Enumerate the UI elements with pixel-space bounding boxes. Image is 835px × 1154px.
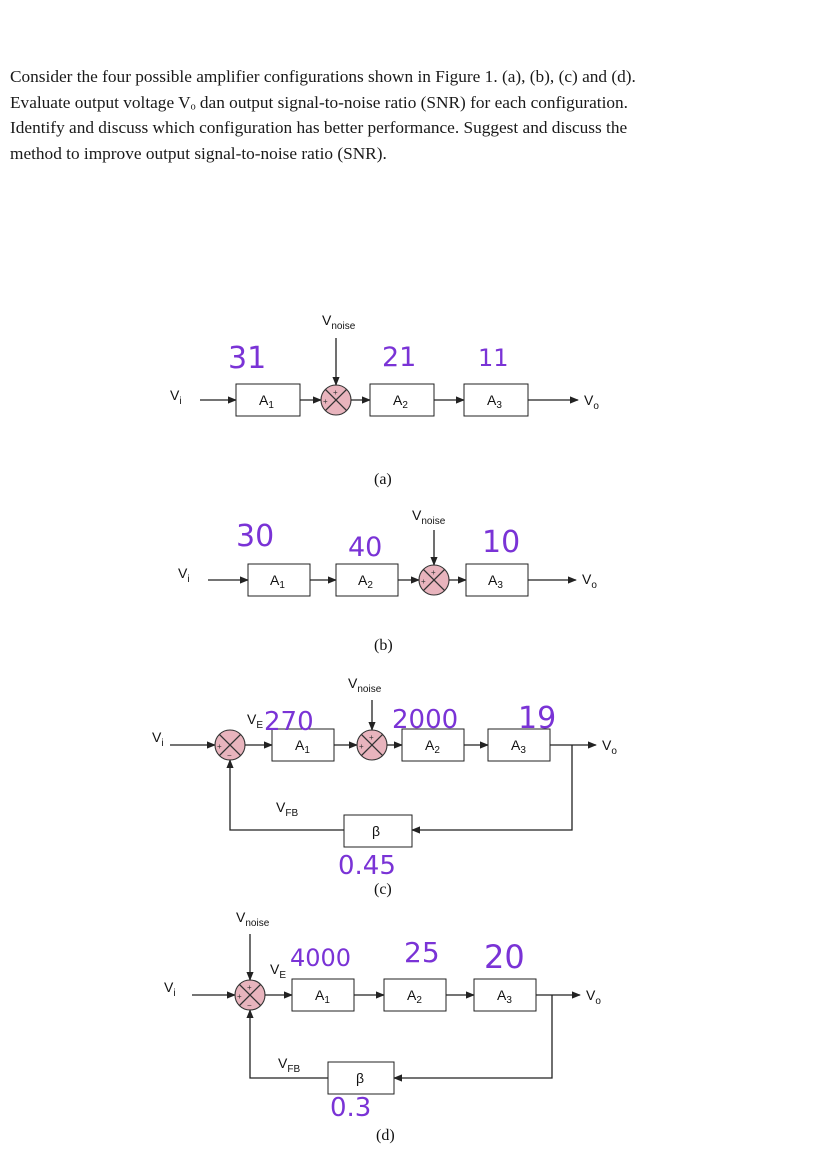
svg-text:+: + xyxy=(247,983,252,992)
svg-text:+: + xyxy=(431,568,436,577)
handwritten-a2-gain: 40 xyxy=(348,532,383,563)
beta-label: β xyxy=(372,823,381,839)
svg-text:+: + xyxy=(359,742,364,751)
handwritten-a2-gain: 2000 xyxy=(392,705,459,735)
svg-text:+: + xyxy=(237,992,242,1001)
question-line-4: method to improve output signal-to-noise ratio (SNR). xyxy=(10,143,387,163)
svg-text:+: + xyxy=(323,397,328,406)
handwritten-a1-gain: 31 xyxy=(228,341,267,376)
svg-text:+: + xyxy=(421,577,426,586)
summing-junction xyxy=(419,565,449,595)
handwritten-a3-gain: 19 xyxy=(518,701,557,736)
handwritten-a3-gain: 11 xyxy=(478,344,509,372)
ve-label: $V_E$ xyxy=(270,961,287,981)
vo-label: $V_o$ xyxy=(602,737,617,757)
handwritten-a2-gain: 21 xyxy=(382,342,417,373)
handwritten-a2-gain: 25 xyxy=(404,936,440,969)
svg-text:−: − xyxy=(247,1001,252,1010)
vnoise-label: $V_{noise}$ xyxy=(348,675,382,695)
svg-text:+: + xyxy=(217,742,222,751)
vnoise-label: $V_{noise}$ xyxy=(412,507,446,527)
amp-a2-label: $A_2$ xyxy=(425,737,440,756)
question-line-1: Consider the four possible amplifier configurations shown in Figure 1. (a), (b), (c) and (d). xyxy=(10,67,636,86)
handwritten-a3-gain: 20 xyxy=(484,938,525,976)
handwritten-a3-gain: 10 xyxy=(482,525,521,560)
amp-a1-label: $A_1$ xyxy=(270,572,285,591)
vo-label: $V_o$ xyxy=(582,571,597,591)
vo-label: $V_o$ xyxy=(586,987,601,1007)
vo-label: $V_o$ xyxy=(584,392,599,412)
diagram-d xyxy=(164,909,601,1144)
diagram-a xyxy=(170,312,599,488)
summing-junction xyxy=(235,980,265,1010)
caption-a: (a) xyxy=(374,471,392,488)
summing-junction xyxy=(357,730,387,760)
handwritten-a1-gain: 270 xyxy=(264,707,314,737)
amp-a3-label: $A_3$ xyxy=(487,392,502,411)
amp-a2-label: $A_2$ xyxy=(393,392,408,411)
ve-label: $V_E$ xyxy=(247,711,264,731)
vnoise-label: $V_{noise}$ xyxy=(236,909,270,929)
handwritten-a1-gain: 30 xyxy=(236,519,275,554)
vi-label: $V_i$ xyxy=(152,729,164,749)
diagram-c xyxy=(152,675,617,898)
amp-a3-label: $A_3$ xyxy=(488,572,503,591)
caption-b: (b) xyxy=(374,637,393,654)
amp-a2-label: $A_2$ xyxy=(407,987,422,1006)
handwritten-beta-value: 0.45 xyxy=(338,851,396,881)
feedback-summing-junction xyxy=(215,730,245,760)
diagram-b xyxy=(178,507,597,654)
amp-a3-label: $A_3$ xyxy=(511,737,526,756)
vi-label: $V_i$ xyxy=(178,565,190,585)
question-line-3: Identify and discuss which configuration has better performance. Suggest and discuss the xyxy=(10,118,628,137)
amp-a1-label: $A_1$ xyxy=(295,737,310,756)
summing-junction xyxy=(321,385,351,415)
caption-c: (c) xyxy=(374,881,392,898)
vi-label: $V_i$ xyxy=(170,387,182,407)
vfb-label: $V_{FB}$ xyxy=(276,799,299,819)
amp-a1-label: $A_1$ xyxy=(259,392,274,411)
svg-text:−: − xyxy=(227,751,232,760)
handwritten-a1-gain: 4000 xyxy=(290,944,352,972)
amp-a3-label: $A_3$ xyxy=(497,987,512,1006)
amp-a1-label: $A_1$ xyxy=(315,987,330,1006)
question-line-2: Evaluate output voltage Vₒ dan output signal-to-noise ratio (SNR) for each configuration. xyxy=(10,92,628,112)
vi-label: $V_i$ xyxy=(164,979,176,999)
caption-d: (d) xyxy=(376,1127,395,1144)
vnoise-label: $V_{noise}$ xyxy=(322,312,356,332)
amp-a2-label: $A_2$ xyxy=(358,572,373,591)
svg-text:+: + xyxy=(369,733,374,742)
svg-text:+: + xyxy=(333,388,338,397)
beta-label: β xyxy=(356,1070,365,1086)
handwritten-beta-value: 0.3 xyxy=(330,1093,372,1123)
vfb-label: $V_{FB}$ xyxy=(278,1055,301,1075)
